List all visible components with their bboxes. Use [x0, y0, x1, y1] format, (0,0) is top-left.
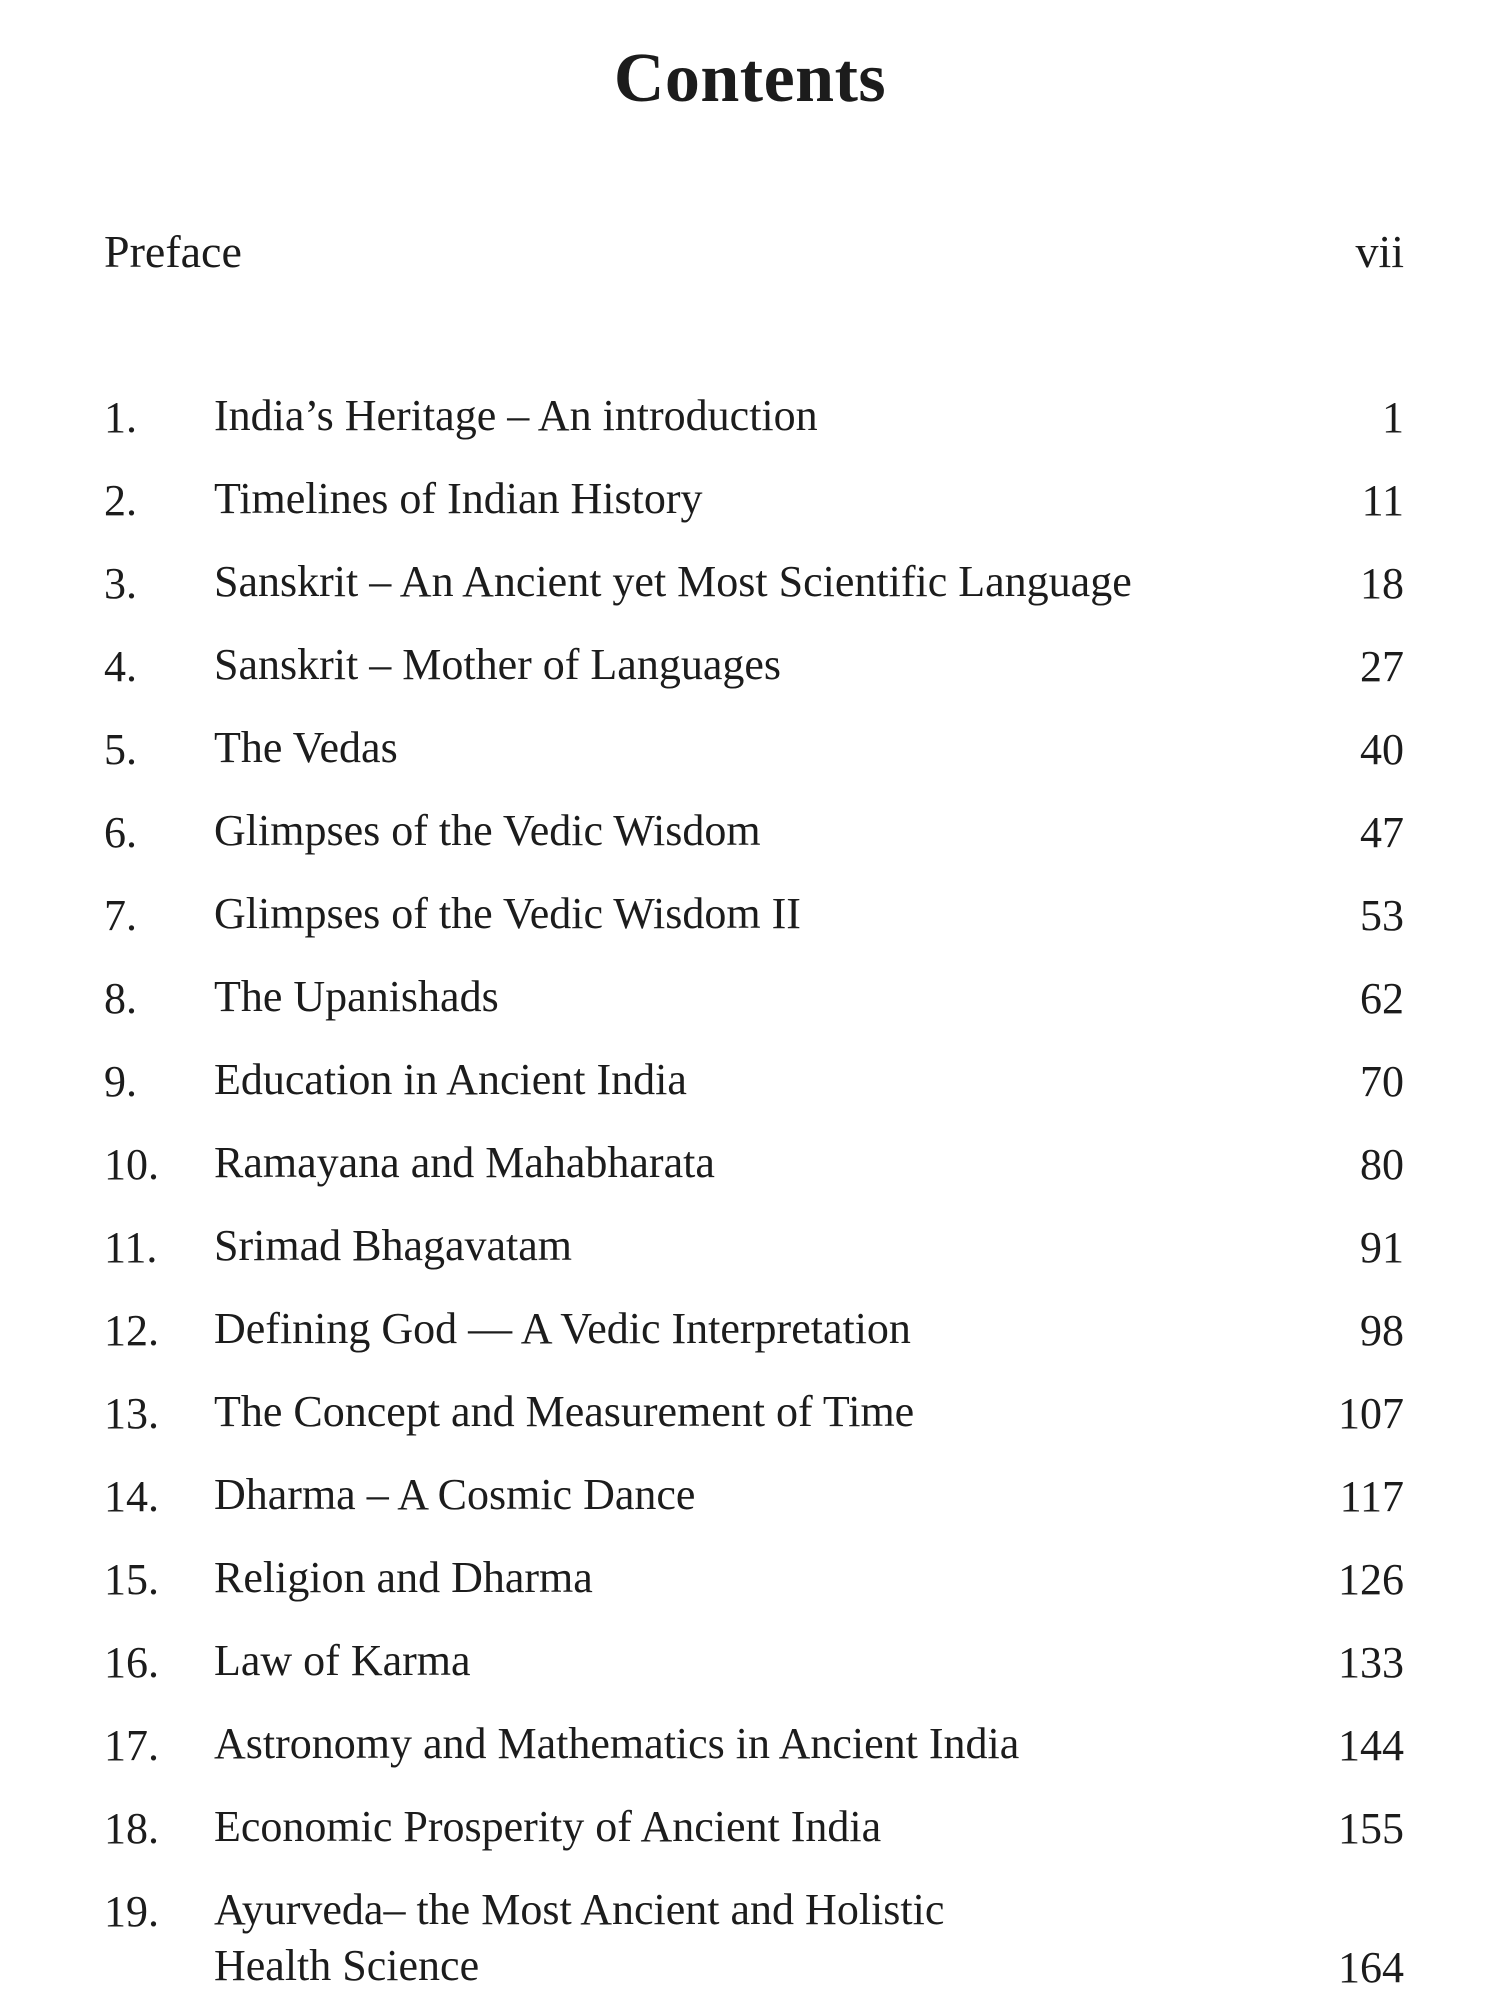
entry-page-number: 126	[1338, 1555, 1404, 1604]
entry-number: 16.	[104, 1638, 159, 1687]
toc-entry	[104, 969, 1404, 1052]
entry-number: 7.	[104, 891, 137, 940]
entry-title: The Concept and Measurement of Time	[214, 1387, 915, 1436]
entry-page-number: 91	[1360, 1223, 1404, 1272]
toc-entry	[104, 803, 1404, 886]
entry-number: 9.	[104, 1057, 137, 1106]
entry-title: Sanskrit – Mother of Languages	[214, 640, 781, 689]
entry-title: Glimpses of the Vedic Wisdom II	[214, 889, 801, 938]
entry-title: Ramayana and Mahabharata	[214, 1138, 715, 1187]
toc-entry	[104, 1052, 1404, 1135]
toc-entry-preface	[104, 222, 1404, 282]
toc-entry	[104, 720, 1404, 803]
entry-page-number: 53	[1360, 891, 1404, 940]
toc-entry	[104, 637, 1404, 720]
entry-number: 3.	[104, 559, 137, 608]
entry-page-number: 11	[1361, 476, 1404, 525]
entry-page-number: 117	[1339, 1472, 1404, 1521]
entry-number: 15.	[104, 1555, 159, 1604]
entry-title: Astronomy and Mathematics in Ancient India	[214, 1719, 1020, 1768]
toc-entry	[104, 1799, 1404, 1882]
toc-entry	[104, 1882, 1404, 2008]
entry-number: 12.	[104, 1306, 159, 1355]
entry-page-number: 18	[1360, 559, 1404, 608]
entry-number: 11.	[104, 1223, 158, 1272]
entry-page-number: 133	[1338, 1638, 1404, 1687]
entry-number: 17.	[104, 1721, 159, 1770]
toc-entry	[104, 1301, 1404, 1384]
toc-entry	[104, 471, 1404, 554]
entry-title: Economic Prosperity of Ancient India	[214, 1802, 882, 1851]
entry-page-number: 70	[1360, 1057, 1404, 1106]
entry-title: Timelines of Indian History	[214, 474, 703, 523]
entry-page-number: 164	[1338, 1943, 1404, 1992]
entry-number: 5.	[104, 725, 137, 774]
entry-page-number: 40	[1360, 725, 1404, 774]
entry-page-number: 98	[1360, 1306, 1404, 1355]
entry-number: 18.	[104, 1804, 159, 1853]
entry-title: Law of Karma	[214, 1636, 471, 1685]
entry-title: Education in Ancient India	[214, 1055, 687, 1104]
entry-page-number: 47	[1360, 808, 1404, 857]
entry-title: India’s Heritage – An introduction	[214, 391, 818, 440]
toc-entry	[104, 1716, 1404, 1799]
entry-title: Defining God — A Vedic Interpretation	[214, 1304, 911, 1353]
preface-label: Preface	[104, 226, 242, 277]
toc-entry	[104, 554, 1404, 637]
toc-list	[104, 388, 1404, 2008]
toc-entry	[104, 1384, 1404, 1467]
entry-title: Sanskrit – An Ancient yet Most Scientific Language	[214, 557, 1132, 606]
entry-page-number: 80	[1360, 1140, 1404, 1189]
entry-number: 13.	[104, 1389, 159, 1438]
entry-page-number: 1	[1382, 393, 1404, 442]
preface-page-number: vii	[1355, 226, 1404, 277]
entry-number: 19.	[104, 1887, 159, 1936]
entry-title: The Vedas	[214, 723, 398, 772]
entry-title: Glimpses of the Vedic Wisdom	[214, 806, 761, 855]
toc-entry	[104, 1467, 1404, 1550]
page-title: Contents	[613, 40, 887, 117]
entry-number: 8.	[104, 974, 137, 1023]
entry-title: Dharma – A Cosmic Dance	[214, 1470, 696, 1519]
entry-title: Religion and Dharma	[214, 1553, 593, 1602]
entry-number: 1.	[104, 393, 137, 442]
entry-number: 6.	[104, 808, 137, 857]
toc-entry	[104, 1633, 1404, 1716]
entry-page-number: 155	[1338, 1804, 1404, 1853]
toc-entry	[104, 388, 1404, 471]
entry-page-number: 27	[1360, 642, 1404, 691]
entry-page-number: 62	[1360, 974, 1404, 1023]
toc-entry	[104, 1135, 1404, 1218]
entry-number: 14.	[104, 1472, 159, 1521]
entry-number: 2.	[104, 476, 137, 525]
entry-title: The Upanishads	[214, 972, 499, 1021]
entry-page-number: 144	[1338, 1721, 1404, 1770]
toc-entry	[104, 1218, 1404, 1301]
entry-title: Srimad Bhagavatam	[214, 1221, 573, 1270]
entry-page-number: 107	[1338, 1389, 1404, 1438]
entry-number: 10.	[104, 1140, 159, 1189]
toc-entry	[104, 1550, 1404, 1633]
toc-entry	[104, 886, 1404, 969]
entry-number: 4.	[104, 642, 137, 691]
entry-title: Ayurveda– the Most Ancient and Holistic Health Science	[214, 1885, 945, 1990]
